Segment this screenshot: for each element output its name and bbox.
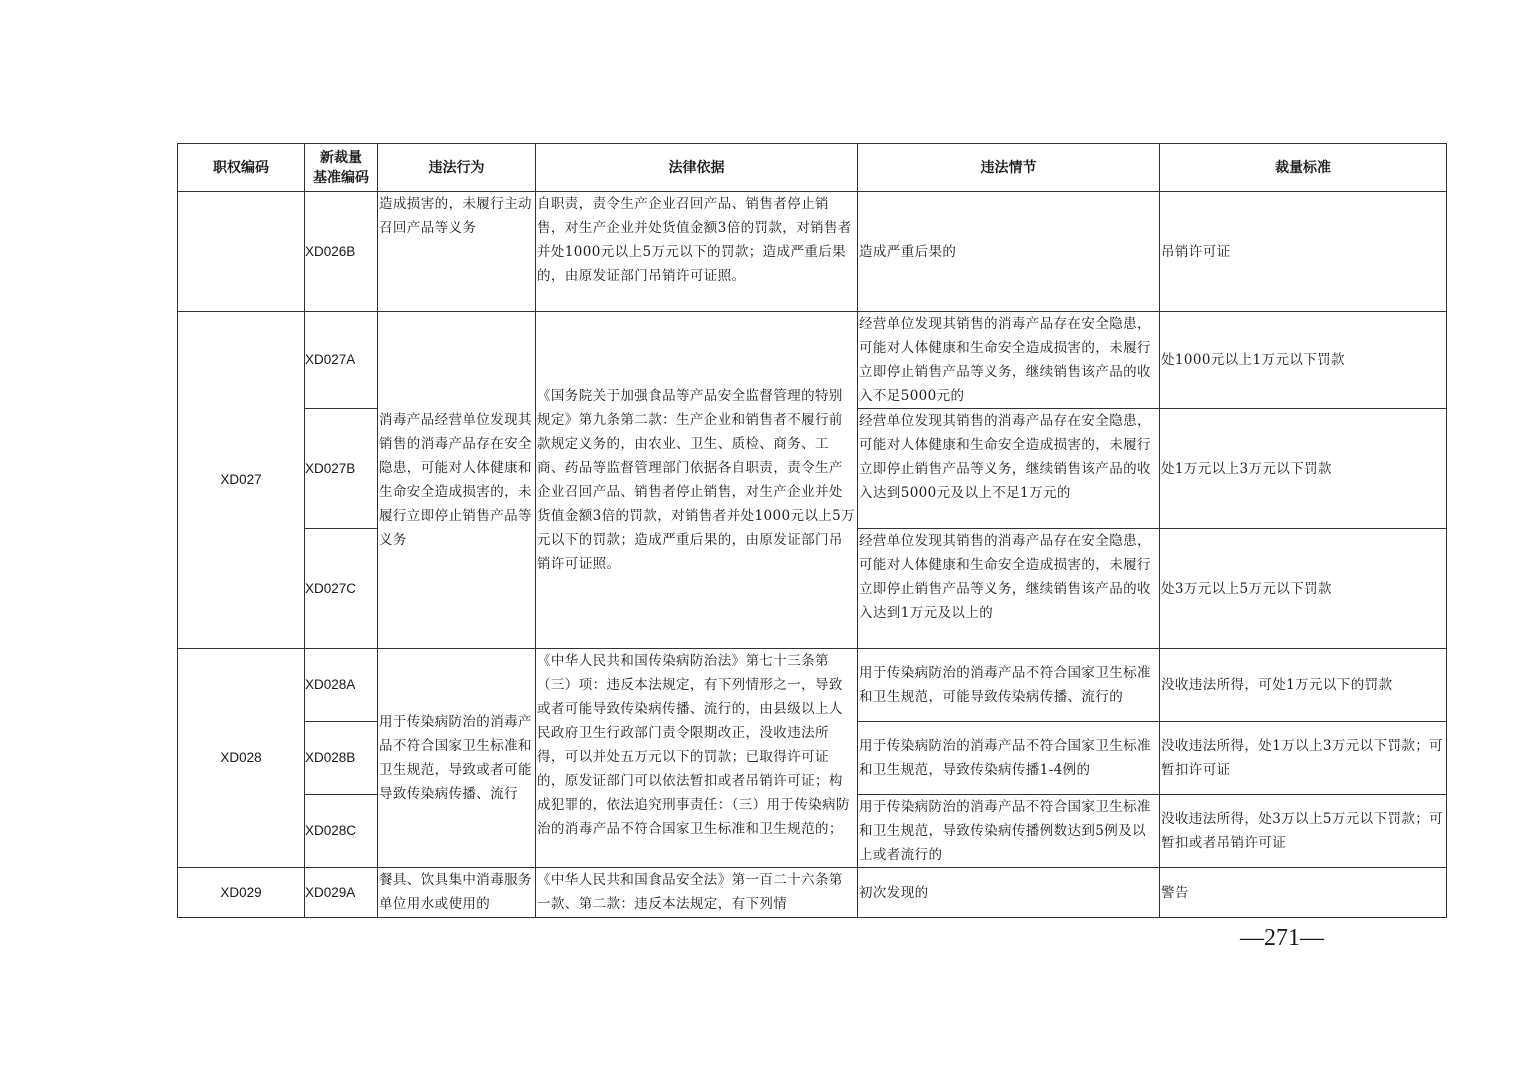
violation-cell: 餐具、饮具集中消毒服务单位用水或使用的 [378,868,536,918]
header-new-code-line1: 新裁量 [320,149,362,166]
subcode-cell: XD028A [305,649,378,722]
authority-code-cell: XD027 [178,312,305,649]
circumstance-cell: 经营单位发现其销售的消毒产品存在安全隐患，可能对人体健康和生命安全造成损害的，未履行立即停止销售产品等义务，继续销售该产品的收入达到5000元及以上不足1万元的 [858,409,1160,529]
standard-cell: 没收违法所得，可处1万元以下的罚款 [1160,649,1447,722]
standard-cell: 没收违法所得，处3万以上5万元以下罚款；可暂扣或者吊销许可证 [1160,795,1447,868]
authority-code-cell [178,192,305,312]
subcode-cell: XD026B [305,192,378,312]
subcode-cell: XD029A [305,868,378,918]
standard-cell: 处1000元以上1万元以下罚款 [1160,312,1447,409]
legal-basis-cell: 《中华人民共和国食品安全法》第一百二十六条第一款、第二款：违反本法规定，有下列情 [536,868,858,918]
circumstance-cell: 用于传染病防治的消毒产品不符合国家卫生标准和卫生规范，导致传染病传播1-4例的 [858,722,1160,795]
standard-cell: 警告 [1160,868,1447,918]
circumstance-cell: 用于传染病防治的消毒产品不符合国家卫生标准和卫生规范，导致传染病传播例数达到5例及以上或者流行的 [858,795,1160,868]
header-authority-code: 职权编码 [178,144,305,192]
circumstance-cell: 初次发现的 [858,868,1160,918]
legal-basis-cell: 自职责，责令生产企业召回产品、销售者停止销售，对生产企业并处货值金额3倍的罚款，对销售者并处1000元以上5万元以下的罚款；造成严重后果的，由原发证部门吊销许可证照。 [536,192,858,312]
subcode-cell: XD027A [305,312,378,409]
table-header-row [178,144,1447,192]
circumstance-cell: 经营单位发现其销售的消毒产品存在安全隐患，可能对人体健康和生命安全造成损害的，未履行立即停止销售产品等义务，继续销售该产品的收入不足5000元的 [858,312,1160,409]
header-violation: 违法行为 [378,144,536,192]
authority-code-cell: XD029 [178,868,305,918]
violation-cell: 用于传染病防治的消毒产品不符合国家卫生标准和卫生规范，导致或者可能导致传染病传播、流行 [378,649,536,868]
legal-basis-cell: 《中华人民共和国传染病防治法》第七十三条第（三）项：违反本法规定，有下列情形之一，导致或者可能导致传染病传播、流行的，由县级以上人民政府卫生行政部门责令限期改正，没收违法所得，可以并处五万元以下的罚款；已取得许可证的，原发证部门可以依法暂扣或者吊销许可证；构成犯罪的，依法追究刑事责任：（三）用于传染病防治的消毒产品不符合国家卫生标准和卫生规范的； [536,649,858,868]
subcode-cell: XD028C [305,795,378,868]
header-standard: 裁量标准 [1160,144,1447,192]
table-row [178,649,1447,722]
circumstance-cell: 造成严重后果的 [858,192,1160,312]
subcode-cell: XD027B [305,409,378,529]
table-row [178,868,1447,918]
violation-cell: 消毒产品经营单位发现其销售的消毒产品存在安全隐患，可能对人体健康和生命安全造成损害的，未履行立即停止销售产品等义务 [378,312,536,649]
legal-basis-cell: 《国务院关于加强食品等产品安全监督管理的特别规定》第九条第二款：生产企业和销售者不履行前款规定义务的，由农业、卫生、质检、商务、工商、药品等监督管理部门依据各自职责，责令生产企业召回产品、销售者停止销售，对生产企业并处货值金额3倍的罚款，对销售者并处1000元以上5万元以下的罚款；造成严重后果的，由原发证部门吊销许可证照。 [536,312,858,649]
circumstance-cell: 用于传染病防治的消毒产品不符合国家卫生标准和卫生规范，可能导致传染病传播、流行的 [858,649,1160,722]
standard-cell: 没收违法所得，处1万以上3万元以下罚款；可暂扣许可证 [1160,722,1447,795]
standard-cell: 吊销许可证 [1160,192,1447,312]
circumstance-cell: 经营单位发现其销售的消毒产品存在安全隐患，可能对人体健康和生命安全造成损害的，未履行立即停止销售产品等义务，继续销售该产品的收入达到1万元及以上的 [858,529,1160,649]
header-legal-basis: 法律依据 [536,144,858,192]
authority-code-cell: XD028 [178,649,305,868]
subcode-cell: XD027C [305,529,378,649]
penalty-standard-table [177,143,1447,918]
violation-cell: 造成损害的，未履行主动召回产品等义务 [378,192,536,312]
table-row [178,312,1447,409]
page-number: —271— [1240,925,1324,951]
table-row [178,192,1447,312]
standard-cell: 处3万元以上5万元以下罚款 [1160,529,1447,649]
subcode-cell: XD028B [305,722,378,795]
header-circumstance: 违法情节 [858,144,1160,192]
header-new-code [305,144,378,192]
standard-cell: 处1万元以上3万元以下罚款 [1160,409,1447,529]
header-new-code-line2: 基准编码 [313,169,369,186]
